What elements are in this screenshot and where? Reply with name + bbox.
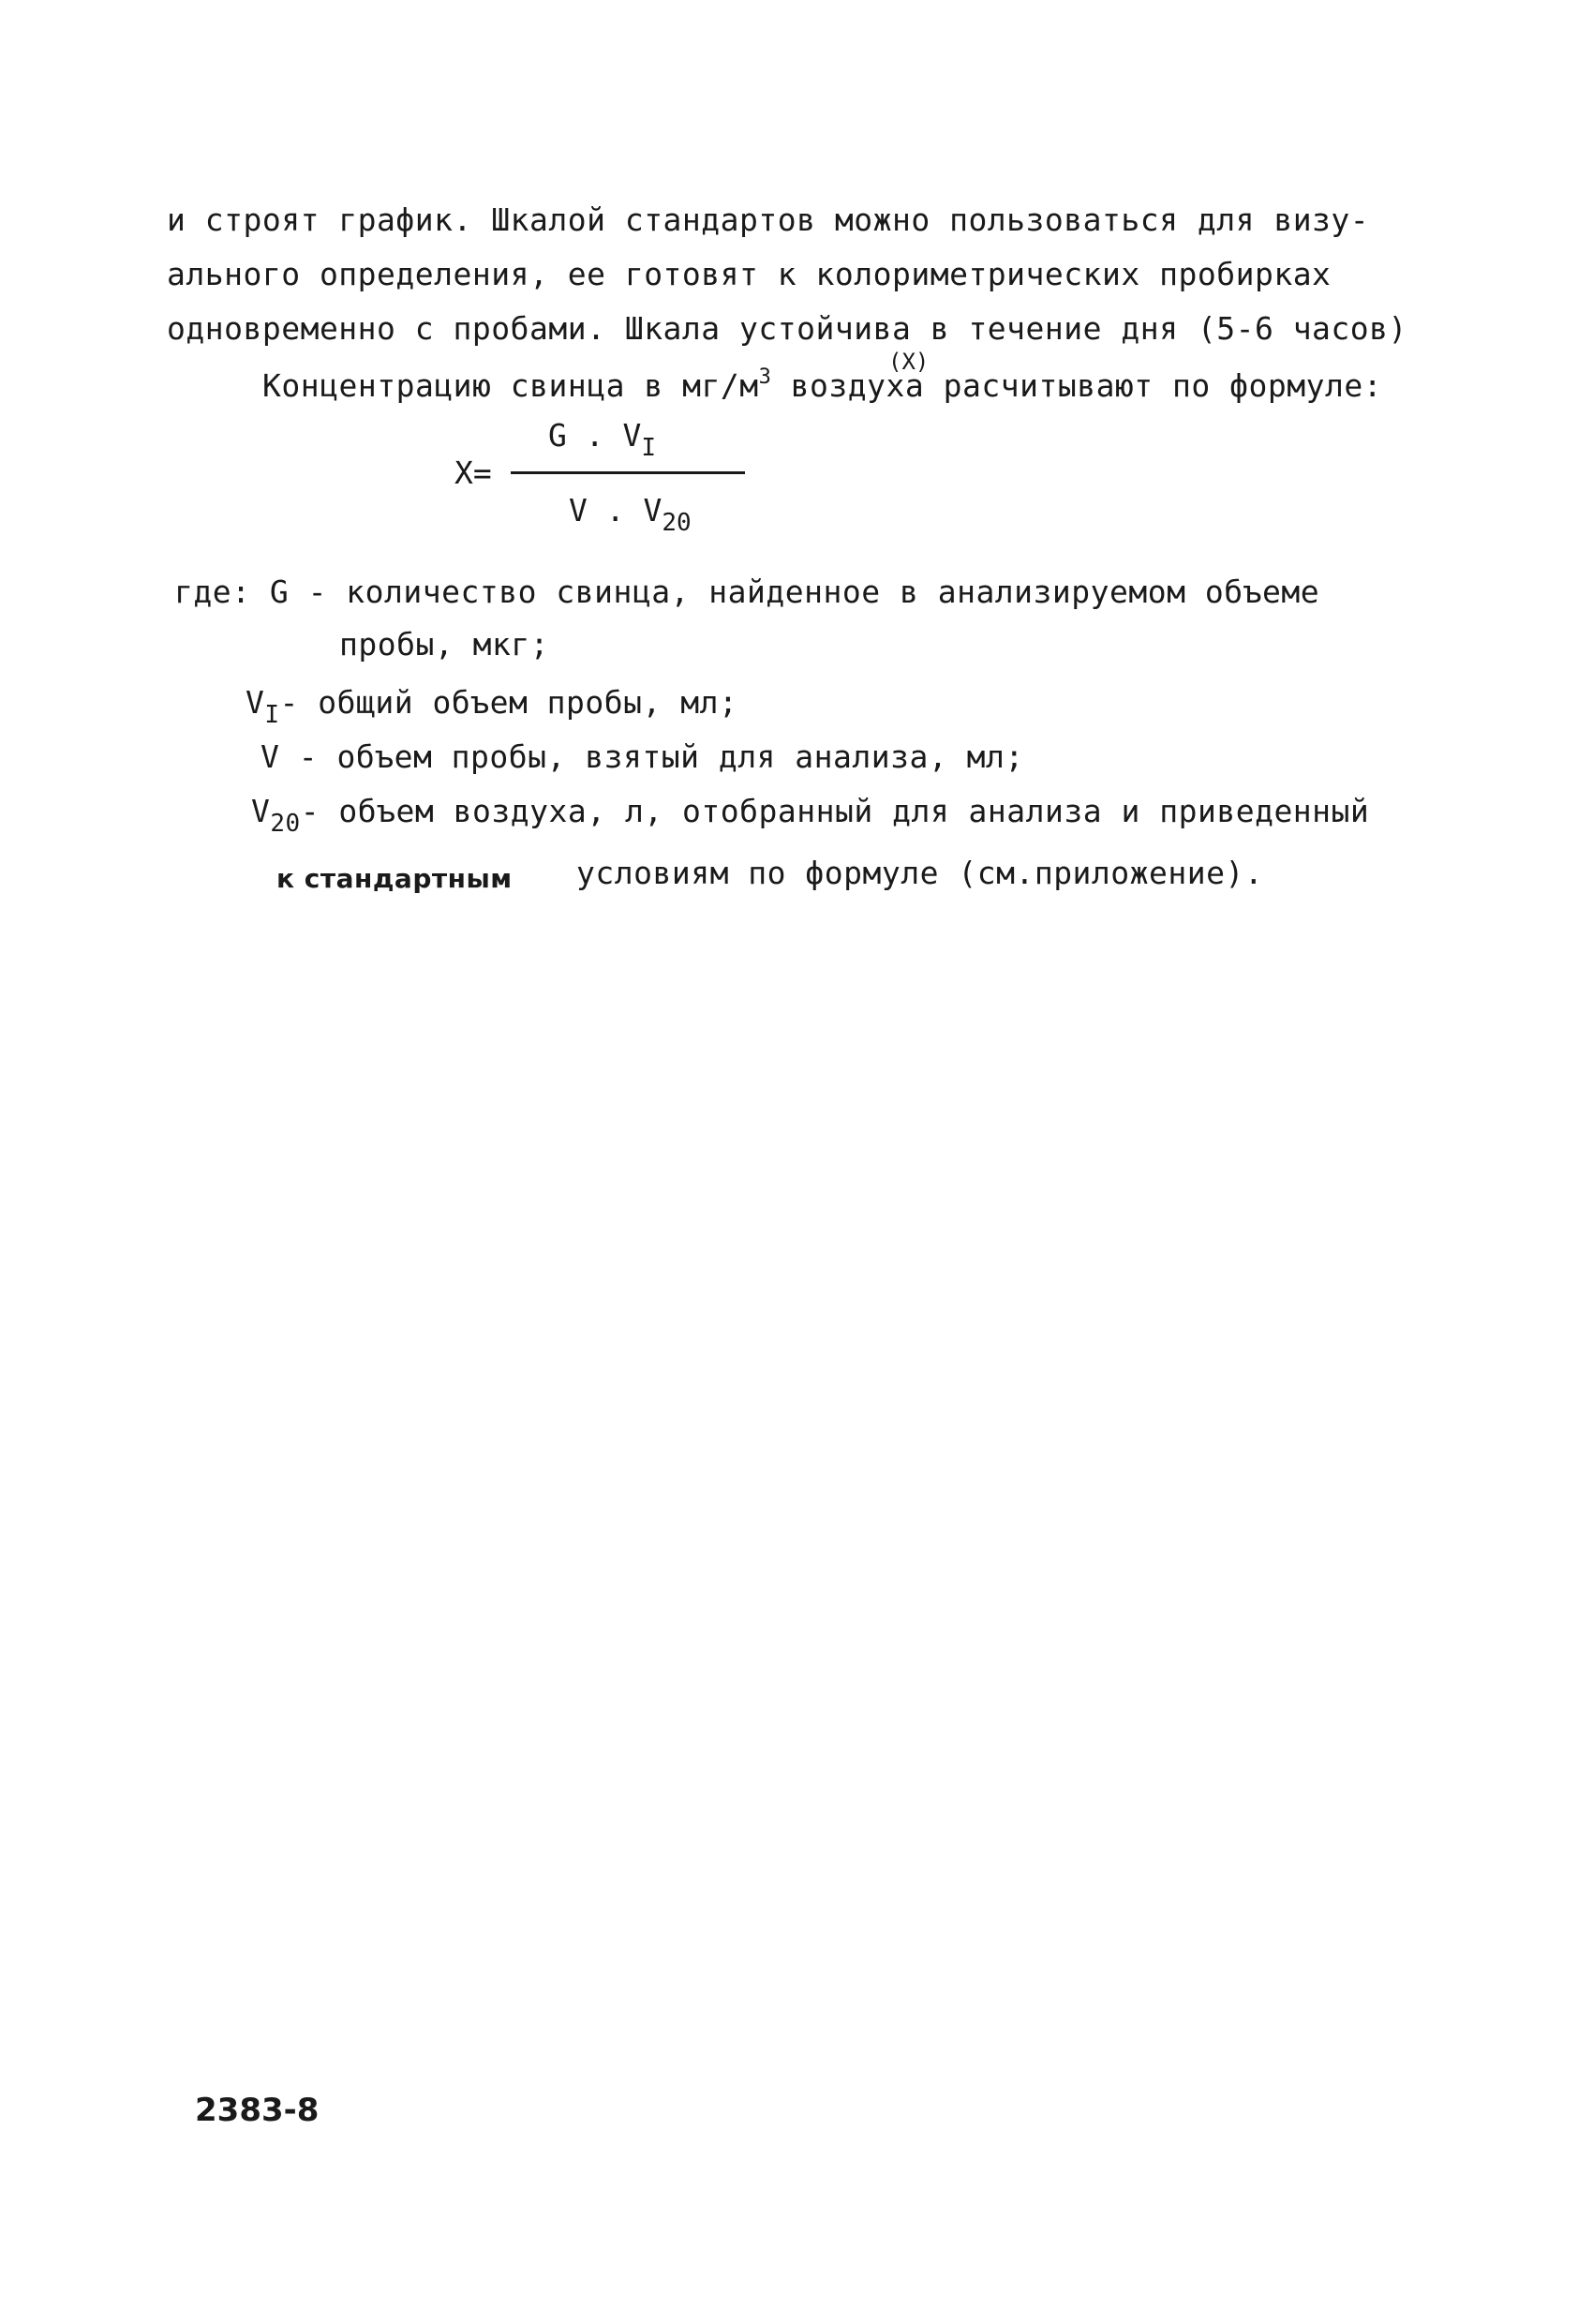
fraction-bar (511, 471, 745, 474)
v20-subscript: 20 (270, 810, 301, 838)
definition-g-continued: пробы, мкг; (339, 626, 550, 663)
definition-g: где: G - количество свинца, найденное в анализируемом объеме (174, 574, 1320, 610)
definition-v20 (251, 793, 1370, 838)
denominator-subscript: 20 (662, 509, 692, 537)
definition-v1 (246, 684, 738, 729)
v20-text: - объем воздуха, л, отобранный для анализа и приведенный (300, 793, 1370, 829)
definition-v20-continued-start: к стандартным (276, 863, 513, 894)
page-number: 2383-8 (195, 2092, 320, 2129)
cubic-superscript: 3 (758, 365, 772, 389)
denominator-main: V . V (569, 492, 663, 529)
concentration-sentence (262, 367, 1382, 410)
v1-symbol: V (246, 684, 265, 721)
x-symbol-annotation: (X) (888, 349, 930, 375)
formula-lhs: X= (454, 454, 492, 491)
paragraph-line-3: одновременно с пробами. Шкала устойчива в течение дня (5-6 часов) (167, 310, 1407, 347)
concentration-formula (454, 417, 764, 548)
formula-numerator (548, 417, 656, 462)
concentration-sentence-start: Концентрацию свинца в мг/м (262, 367, 759, 404)
definition-v20-continued-end: условиям по формуле (см.приложение). (576, 855, 1264, 891)
v20-symbol: V (251, 793, 271, 829)
paragraph-line-1: и строят график. Шкалой стандартов можно пользоваться для визу- (167, 201, 1370, 238)
paragraph-line-2: ального определения, ее готовят к колориметрических пробирках (167, 256, 1332, 292)
formula-denominator (569, 492, 692, 537)
numerator-main: G . V (548, 417, 642, 454)
numerator-subscript: I (641, 434, 656, 462)
v1-subscript: I (264, 701, 280, 729)
definition-v: V - объем пробы, взятый для анализа, мл; (261, 738, 1024, 775)
v1-text: - общий объем пробы, мл; (279, 684, 738, 721)
concentration-sentence-end: воздуха расчитывают по формуле: (771, 367, 1383, 404)
